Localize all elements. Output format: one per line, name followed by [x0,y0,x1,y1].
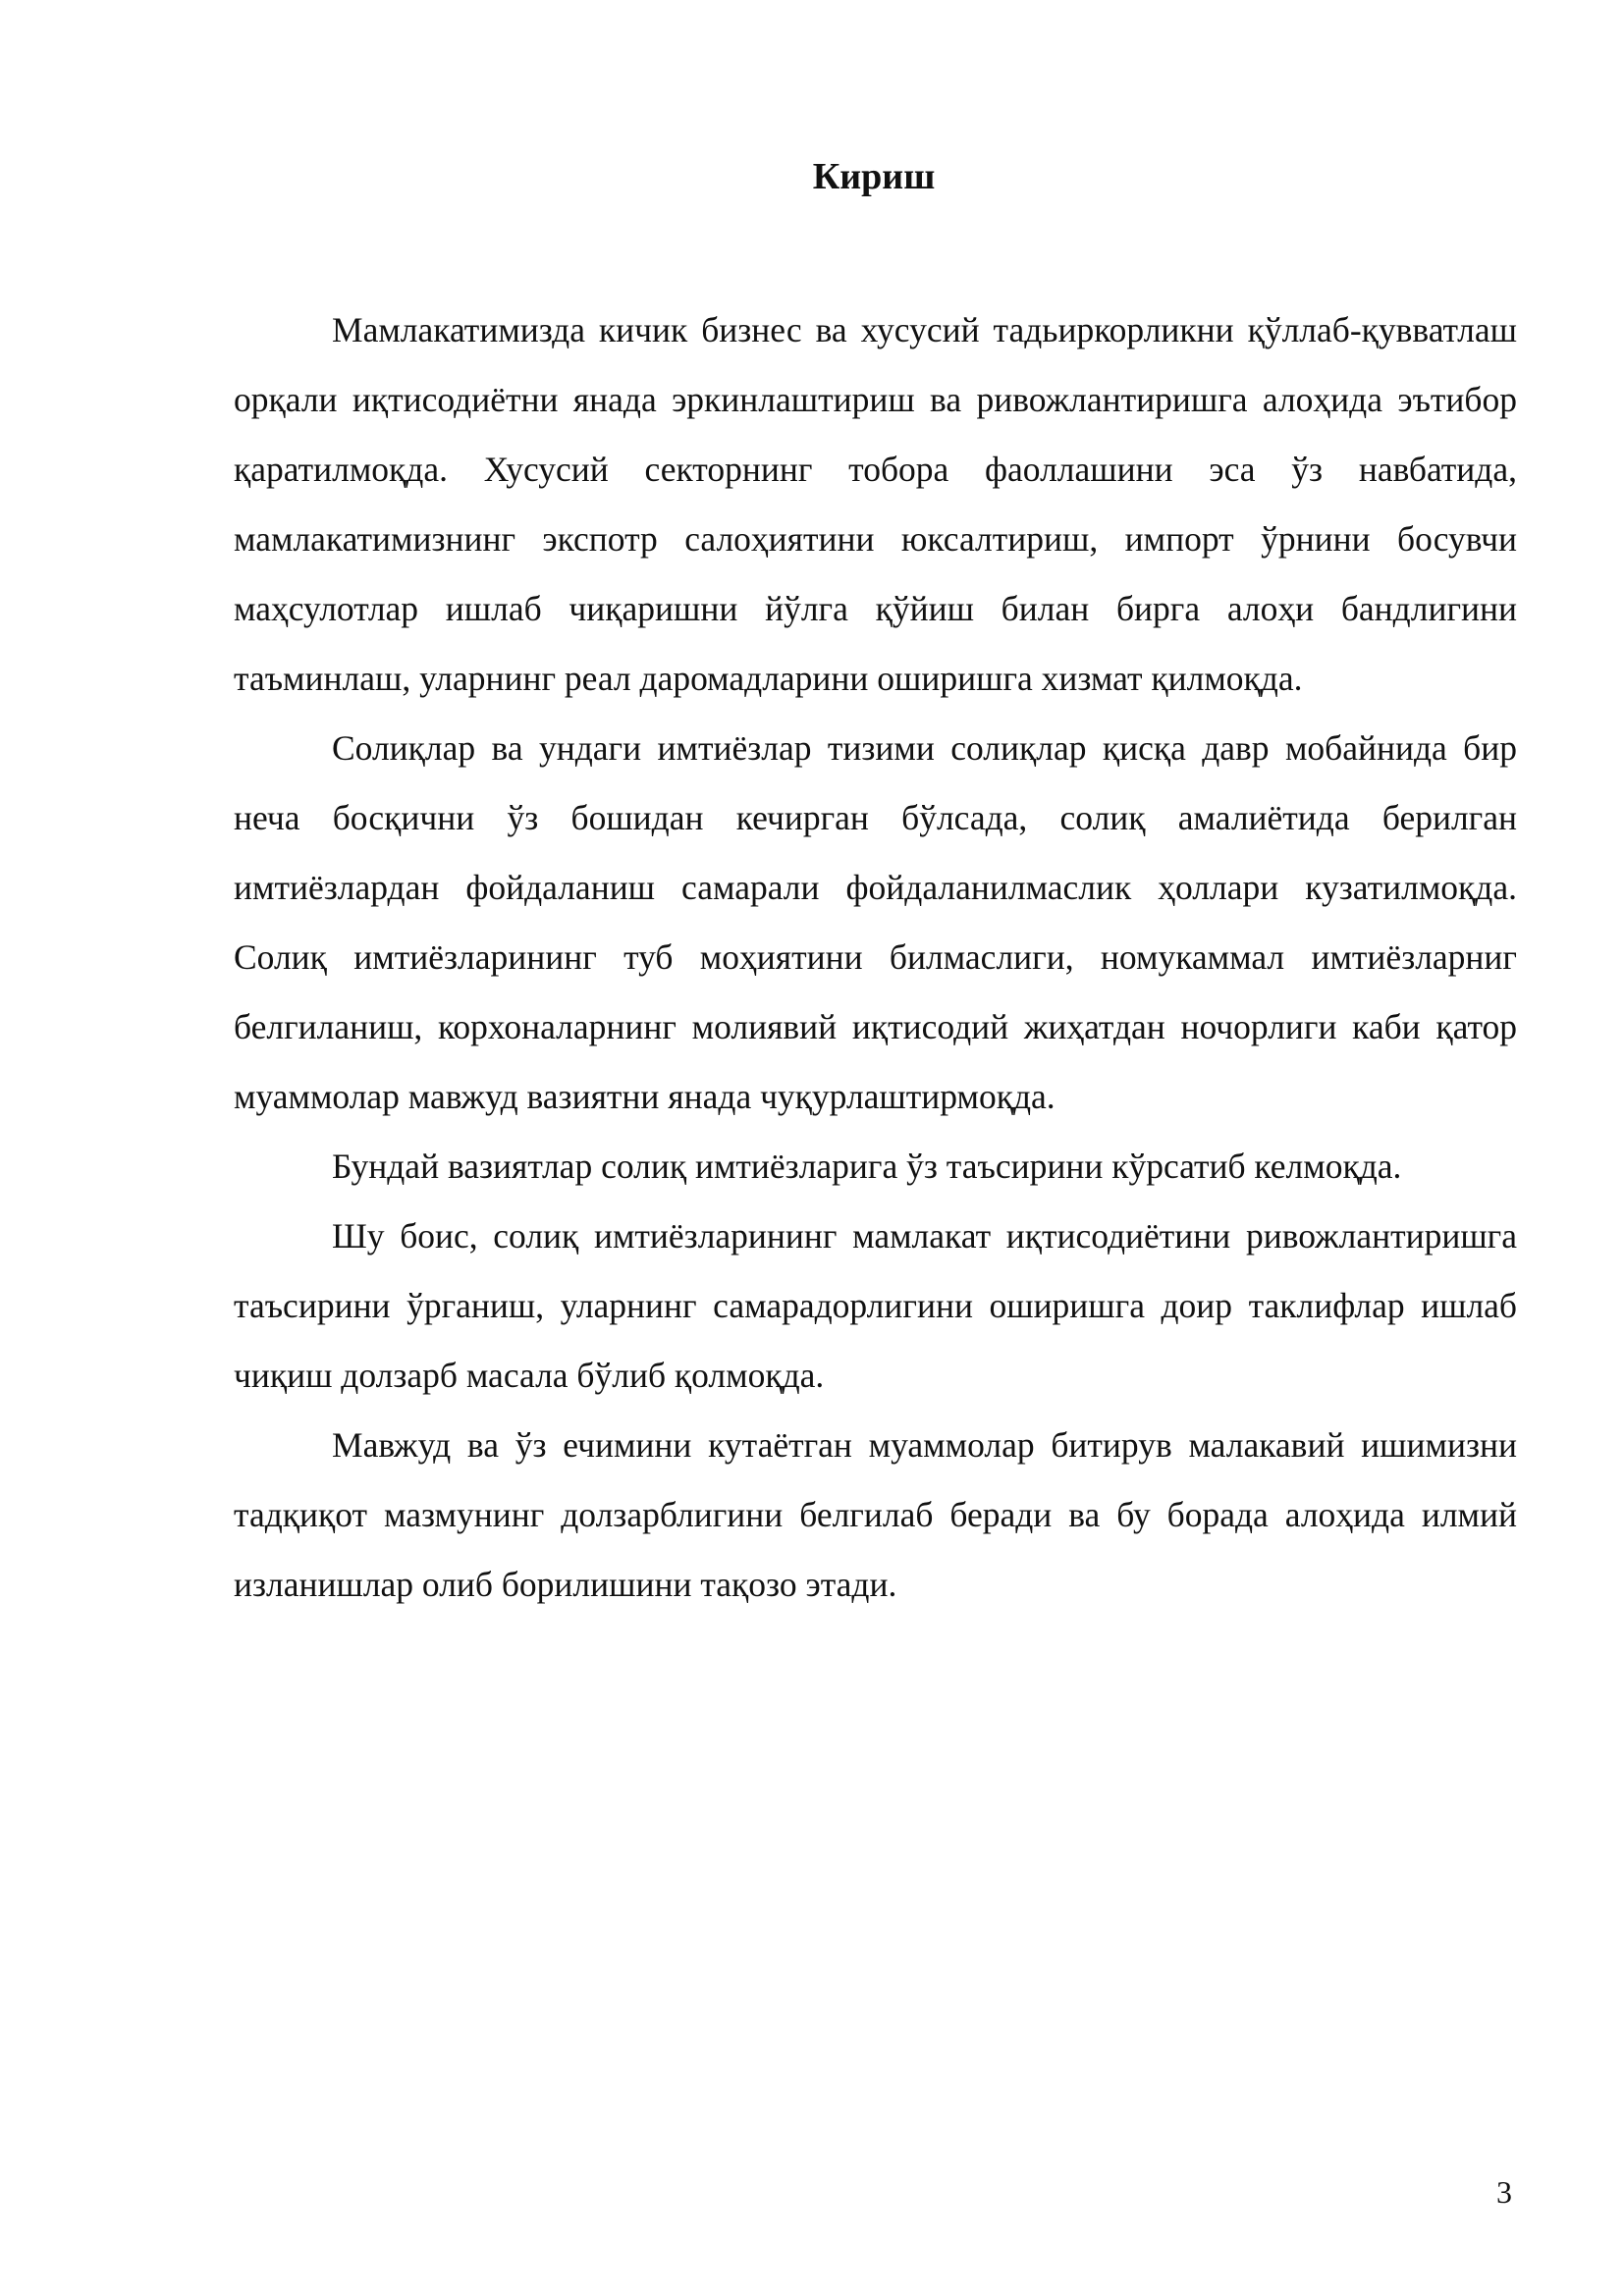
page-title: Кириш [812,156,936,197]
paragraph-2: Солиқлар ва ундаги имтиёзлар тизими солиқлар қисқа давр мобайнида бир неча босқични ўз бошидан кечирган бўлсада, солиқ амалиётида берилган имтиёзлардан фойдаланиш самарали фойдаланилмаслик ҳоллари кузатилмоқда. Солиқ имтиёзларининг туб моҳиятини билмаслиги, номукаммал имтиёзларниг белгиланиш, корхоналарнинг молиявий иқтисодий жиҳатдан ночорлиги каби қатор муаммолар мавжуд вазиятни янада чуқурлаштирмоқда. [234,728,1517,1116]
paragraph-4: Шу боис, солиқ имтиёзларининг мамлакат иқтисодиётини ривожлантиришга таъсирини ўрганиш, уларнинг самарадорлигини оширишга доир таклифлар ишлаб чиқиш долзарб масала бўлиб қолмоқда. [234,1216,1517,1395]
page-number: 3 [1496,2174,1512,2210]
paragraph-1: Мамлакатимизда кичик бизнес ва хусусий тадьиркорликни қўллаб-қувватлаш орқали иқтисодиётни янада эркинлаштириш ва ривожлантиришга алоҳида эътибор қаратилмоқда. Хусусий секторнинг тобора фаоллашини эса ўз навбатида, мамлакатимизнинг экспотр салоҳиятини юксалтириш, импорт ўрнини босувчи маҳсулотлар ишлаб чиқаришни йўлга қўйиш билан бирга алоҳи бандлигини таъминлаш, уларнинг реал даромадларини оширишга хизмат қилмоқда. [234,310,1517,698]
paragraph-5: Мавжуд ва ўз ечимини кутаётган муаммолар битирув малакавий ишимизни тадқиқот мазмунинг долзарблигини белгилаб беради ва бу борада алоҳида илмий изланишлар олиб борилишини тақозо этади. [234,1425,1517,1604]
paragraph-3: Бундай вазиятлар солиқ имтиёзларига ўз таъсирини кўрсатиб келмоқда. [332,1147,1402,1186]
document-body [234,295,1517,1620]
